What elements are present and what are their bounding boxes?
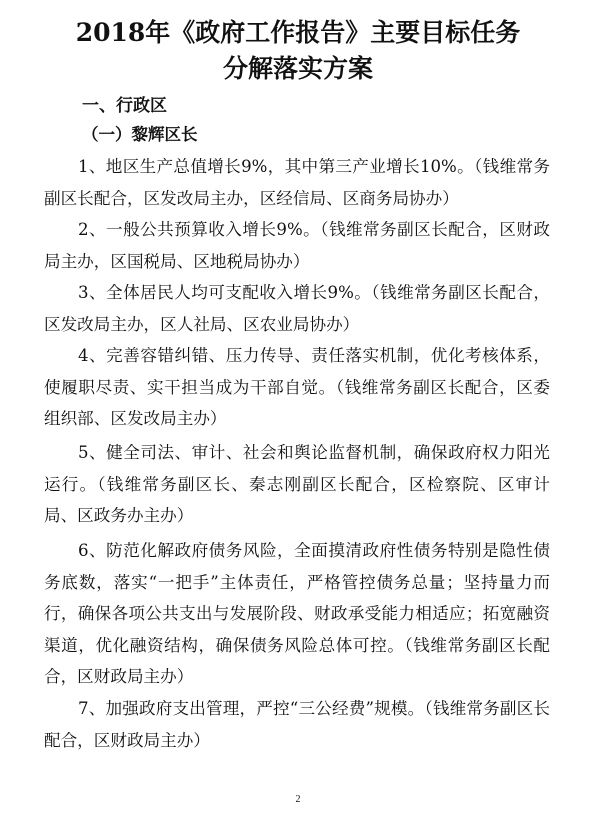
document-title-line-2: 分解落实方案 — [222, 54, 373, 83]
task-item-7: 7、加强政府支出管理，严控“三公经费”规模。（钱维常务副区长配合，区财政局主办） — [44, 699, 550, 750]
page-number: 2 — [295, 794, 301, 805]
task-item-6: 6、防范化解政府债务风险，全面摸清政府性债务特别是隐性债务底数，落实“一把手”主体责任，严格管控债务总量；坚持量力而行，确保各项公共支出与发展阶段、财政承受能力相适应；拓宽融资渠道，优化融资结构，确保债务风险总体可控。（钱维常务副区长配合，区财政局主办） — [44, 541, 550, 686]
subsection-heading: （一）黎辉区长 — [82, 125, 198, 144]
task-item-5: 5、健全司法、审计、社会和舆论监督机制，确保政府权力阳光运行。（钱维常务副区长、秦志刚副区长配合，区检察院、区审计局、区政务办主办） — [44, 443, 550, 525]
document-title-line-1: 2018年《政府工作报告》主要目标任务 — [75, 18, 521, 47]
section-heading: 一、行政区 — [82, 96, 167, 116]
task-item-3: 3、全体居民人均可支配收入增长9%。（钱维常务副区长配合，区发改局主办，区人社局、区农业局协办） — [44, 283, 550, 334]
task-item-4: 4、完善容错纠错、压力传导、责任落实机制，优化考核体系，使履职尽责、实干担当成为干部自觉。（钱维常务副区长配合，区委组织部、区发改局主办） — [44, 346, 550, 428]
task-item-1: 1、地区生产总值增长9%，其中第三产业增长10%。（钱维常务副区长配合，区发改局主办，区经信局、区商务局协办） — [44, 157, 550, 208]
task-item-2: 2、一般公共预算收入增长9%。（钱维常务副区长配合，区财政局主办，区国税局、区地税局协办） — [44, 220, 550, 271]
